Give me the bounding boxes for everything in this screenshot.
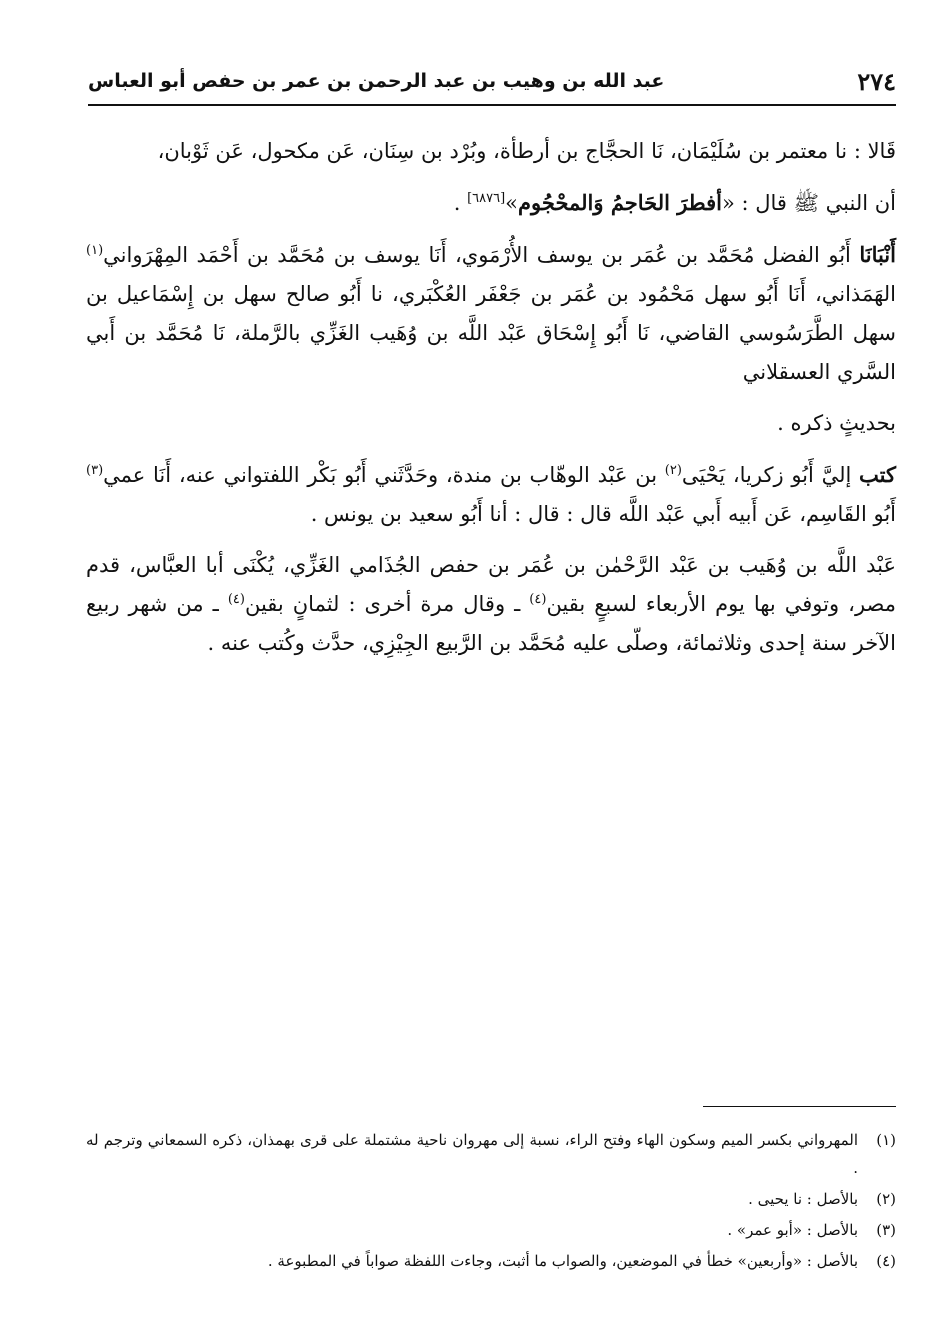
paragraph-text: ـ وقال مرة أخرى : لثمانٍ بقين — [244, 592, 530, 616]
footnote-number: (١) — [876, 1131, 896, 1149]
footnote-ref-3: (٣) — [86, 463, 104, 478]
paragraph-isnad-2 — [86, 235, 896, 392]
footnote-text: المهرواني بكسر الميم وسكون الهاء وفتح الراء، نسبة إلى مهروان ناحية مشتملة على قرى بهمذان، ذكره السمعاني وترجم له . — [86, 1131, 858, 1177]
footnote-ref-4: (٤) — [227, 592, 245, 607]
hadith-close: » — [505, 191, 519, 215]
paragraph-short: بحديثٍ ذكره . — [777, 411, 896, 435]
paragraph-biography — [86, 546, 896, 663]
paragraph-text: الهَمَذاني، أَنَا أَبُو سهل مَحْمُود بن عُمَر بن جَعْفَر العُكْبَري، نا أَبُو صالح سهل بن إِسْمَاعيل بن سهل الطَّرَسُوسي القاضي، نَا أَبُو إِسْحَاق عَبْد اللَّه بن وُهَيب الغَزِّي بالرَّملة، نَا مُحَمَّد بن أَبي السَّري العسقلاني — [86, 282, 896, 384]
paragraph-isnad-3 — [86, 455, 896, 534]
footnote-number: (٢) — [876, 1190, 896, 1208]
paragraph-text: ـ من شهر ربيع الآخر سنة إحدى وثلاثمائة، وصلّى عليه مُحَمَّد بن الرَّبيع الجِيْزِي، حدَّث وكُتب عنه . — [86, 592, 896, 655]
paragraph-text: أَبُو القَاسِم، عَن أَبيه أَبي عَبْد اللَّه قال : قال : أنا أَبُو سعيد بن يونس . — [310, 502, 896, 526]
hadith-end: . — [453, 191, 468, 215]
footnote-text: بالأصل : نا يحيى . — [748, 1190, 858, 1208]
footnotes — [86, 1126, 896, 1278]
paragraph-lead-word: كتب — [859, 462, 897, 487]
paragraph-text: إليَّ أَبُو زكريا، يَحْيَى — [681, 463, 860, 487]
page-number: ٢٧٤ — [857, 66, 896, 96]
footnote-ref-2: (٢) — [664, 463, 682, 478]
hadith-number: [٦٨٧٦] — [467, 191, 506, 206]
footnote-ref-1: (١) — [86, 243, 104, 258]
hadith-intro: أن النبي ﷺ قال : « — [721, 191, 896, 215]
hadith-text: أفطرَ الحَاجمُ وَالمحْجُوم — [518, 190, 722, 215]
footnote — [86, 1185, 896, 1213]
paragraph-lead-word: أَنْبَانَا — [859, 242, 896, 267]
footnote-ref-4: (٤) — [529, 592, 547, 607]
footnote-text: بالأصل : «أبو عمر» . — [727, 1221, 858, 1239]
main-text — [86, 132, 896, 675]
running-title: عبد الله بن وهيب بن عبد الرحمن بن عمر بن حفص أبو العباس — [88, 70, 665, 92]
footnote-number: (٤) — [876, 1252, 896, 1270]
paragraph-text: بن عَبْد الوهّاب بن مندة، وحَدَّثَني أَبُو بَكْر اللفتواني عنه، أَنَا عمي — [103, 463, 665, 487]
footnote-text: بالأصل : «وأربعين» خطأ في الموضعين، والصواب ما أثبت، وجاءت اللفظة صواباً في المطبوعة . — [267, 1252, 858, 1270]
page-header — [88, 62, 896, 100]
header-rule — [88, 104, 896, 106]
paragraph-hadith — [86, 183, 896, 223]
paragraph-isnad-1: قَالا : نا معتمر بن سُلَيْمَان، نَا الحجَّاج بن أرطأة، وبُرْد بن سِنَان، عَن مكحول، عَن ثَوْبان، — [157, 139, 896, 163]
footnote-number: (٣) — [876, 1221, 896, 1239]
paragraph-text: أَبُو الفضل مُحَمَّد بن عُمَر بن يوسف الأُرْمَوي، أَنَا يوسف بن مُحَمَّد بن أَحْمَد المِهْرَواني — [103, 243, 860, 267]
paragraph-text: عَبْد اللَّه بن وُهَيب بن عَبْد الرَّحْمٰن بن عُمَر بن حفص الجُذَامي الغَزِّي، يُكْنَى أبا العبَّاس، قدم مصر، وتوفي بها يوم الأربعاء لسبعٍ بقين — [86, 553, 896, 616]
footnote — [86, 1247, 896, 1275]
footnote — [86, 1216, 896, 1244]
footnote-separator — [703, 1106, 896, 1107]
footnote — [86, 1126, 896, 1182]
